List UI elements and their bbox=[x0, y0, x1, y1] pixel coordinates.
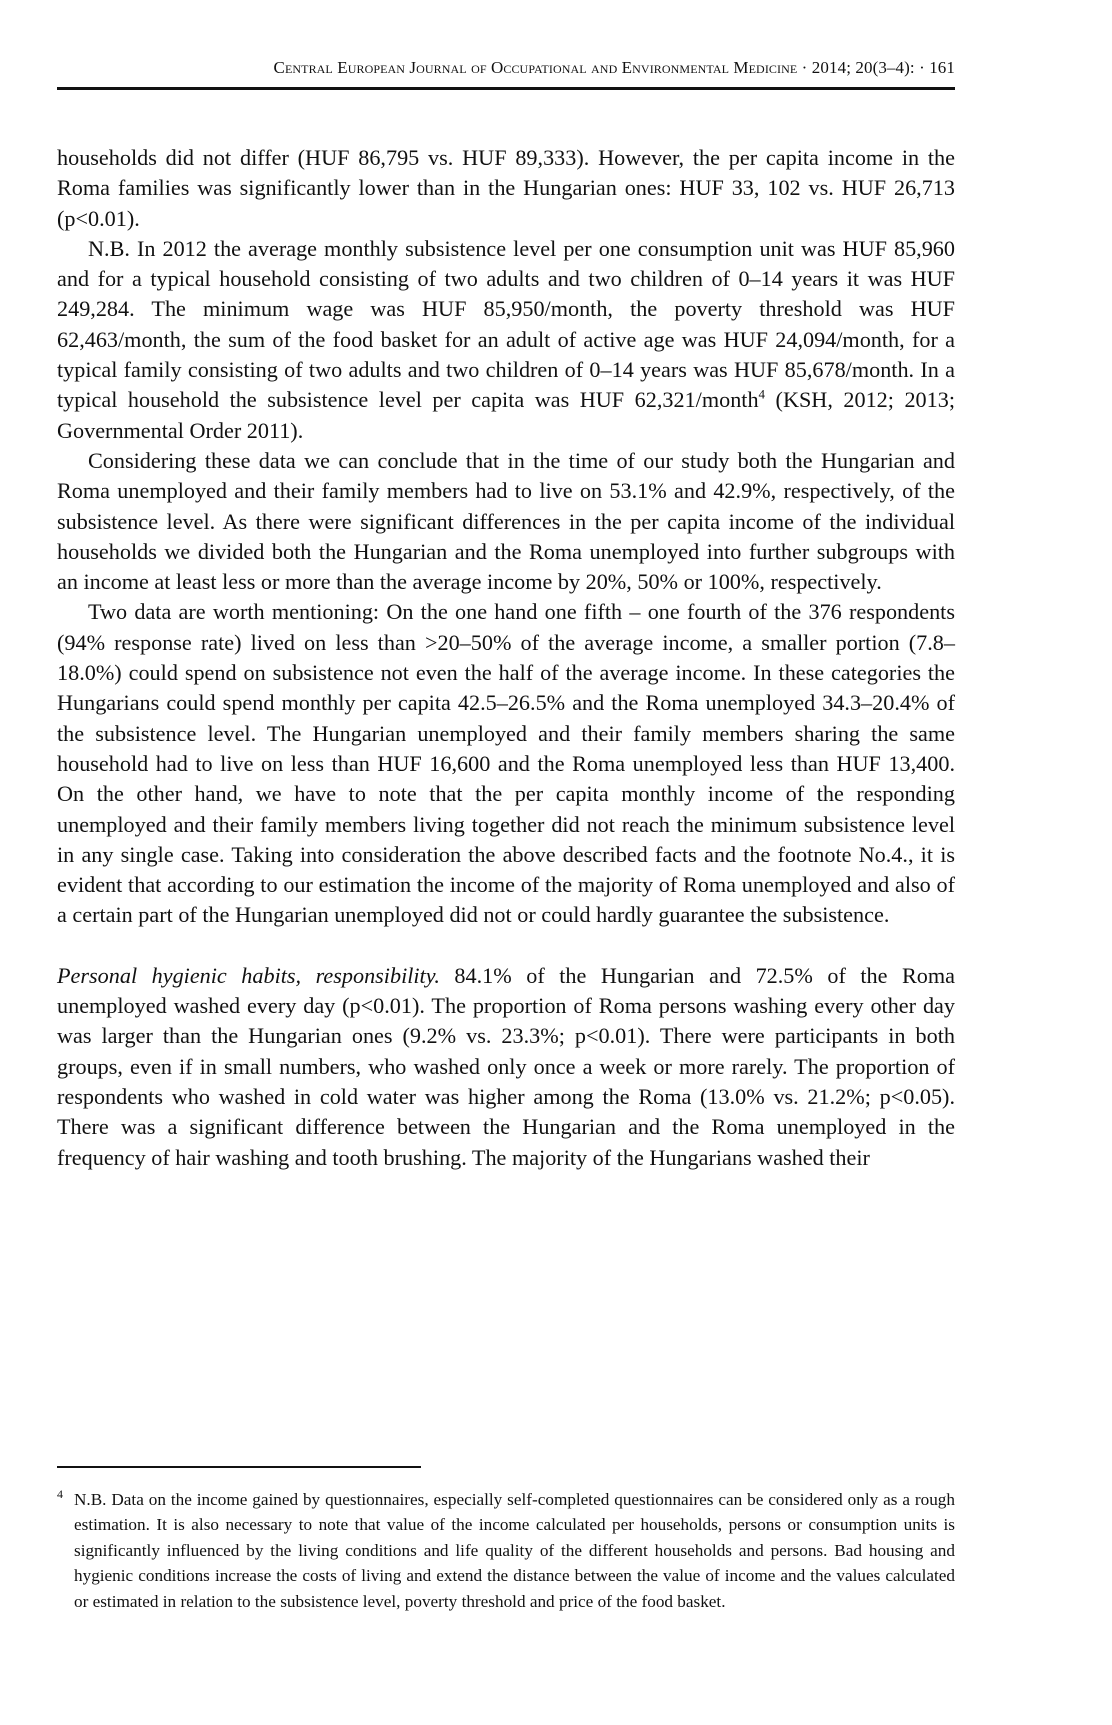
footnote-4 bbox=[57, 1487, 955, 1614]
paragraph-conclusion: Considering these data we can conclude that in the time of our study both the Hungarian and Roma unemployed and their family members had to live on 53.1% and 42.9%, respectively, of the subsistence level. As there were significant differences in the per capita income of the individual households we divided both the Hungarian and the Roma unemployed into further subgroups with an income at least less or more than the average income by 20%, 50% or 100%, respectively. bbox=[57, 447, 955, 595]
article-body bbox=[57, 143, 955, 1173]
paragraph-hygienic-habits bbox=[57, 961, 955, 1173]
header-rule bbox=[57, 87, 955, 90]
footnote-text: N.B. Data on the income gained by questionnaires, especially self-completed questionnaires can be considered only as a rough estimation. It is also necessary to note that value of the income calculated per households, persons or consumption units is significantly influenced by the living conditions and life quality of the different households and persons. Bad housing and hygienic conditions increase the costs of living and extend the distance between the value of income and the values calculated or estimated in relation to the subsistence level, poverty threshold and price of the food basket. bbox=[74, 1490, 955, 1611]
paragraph-text: 84.1% of the Hungarian and 72.5% of the Roma unemployed washed every day (p<0.01). The proportion of Roma persons washing every other day was larger than the Hungarian ones (9.2% vs. 23.3%; p<0.01). There were participants in both groups, even if in small numbers, who washed only once a week or more rarely. The proportion of respondents who washed in cold water was higher among the Roma (13.0% vs. 21.2%; p<0.05). There was a significant difference between the Hungarian and the Roma unemployed in the frequency of hair washing and tooth brushing. The majority of the Hungarians washed their bbox=[57, 962, 956, 1170]
paragraph-text: (KSH, 2012; 2013; Governmental Order 2011). bbox=[57, 387, 955, 443]
footnotes bbox=[57, 1487, 955, 1614]
header-separator: · bbox=[797, 58, 812, 77]
journal-title: Central European Journal of Occupational and Environmental Medicine bbox=[273, 58, 798, 77]
journal-citation: 2014; 20(3–4): bbox=[811, 58, 915, 77]
paragraph-subsistence-note bbox=[57, 234, 955, 446]
footnote-reference[interactable]: 4 bbox=[758, 386, 766, 402]
footnote-rule bbox=[57, 1466, 421, 1468]
paragraph-text: N.B. In 2012 the average monthly subsistence level per one consumption unit was HUF 85,960 and for a typical household consisting of two adults and two children of 0–14 years it was HUF 249,284. The minimum wage was HUF 85,950/month, the poverty threshold was HUF 62,463/month, the sum of the food basket for an adult of active age was HUF 24,094/month, for a typical family consisting of two adults and two children of 0–14 years was HUF 85,678/month. In a typical household the subsistence level per capita was HUF 62,321/month bbox=[57, 235, 955, 413]
page-number: 161 bbox=[929, 58, 955, 77]
section-run-in-heading: Personal hygienic habits, responsibility. bbox=[57, 962, 440, 988]
footnote-number: 4 bbox=[57, 1487, 63, 1501]
paragraph-income-continuation: households did not differ (HUF 86,795 vs. HUF 89,333). However, the per capita income in the Roma families was significantly lower than in the Hungarian ones: HUF 33, 102 vs. HUF 26,713 (p<0.01). bbox=[57, 145, 955, 231]
running-header bbox=[57, 58, 955, 78]
paragraph-two-data: Two data are worth mentioning: On the one hand one fifth – one fourth of the 376 respondents (94% response rate) lived on less than >20–50% of the average income, a smaller portion (7.8–18.0%) could spend on subsistence not even the half of the average income. In these categories the Hungarians could spend monthly per capita 42.5–26.5% and the Roma unemployed 34.3–20.4% of the subsistence level. The Hungarian unemployed and their family members sharing the same household had to live on less than HUF 16,600 and the Roma unemployed less than HUF 13,400. On the other hand, we have to note that the per capita monthly income of the responding unemployed and their family members living together did not reach the minimum subsistence level in any single case. Taking into consideration the above described facts and the footnote No.4., it is evident that according to our estimation the income of the majority of Roma unemployed and also of a certain part of the Hungarian unemployed did not or could hardly guarantee the subsistence. bbox=[57, 599, 955, 928]
header-separator: · bbox=[914, 58, 930, 77]
